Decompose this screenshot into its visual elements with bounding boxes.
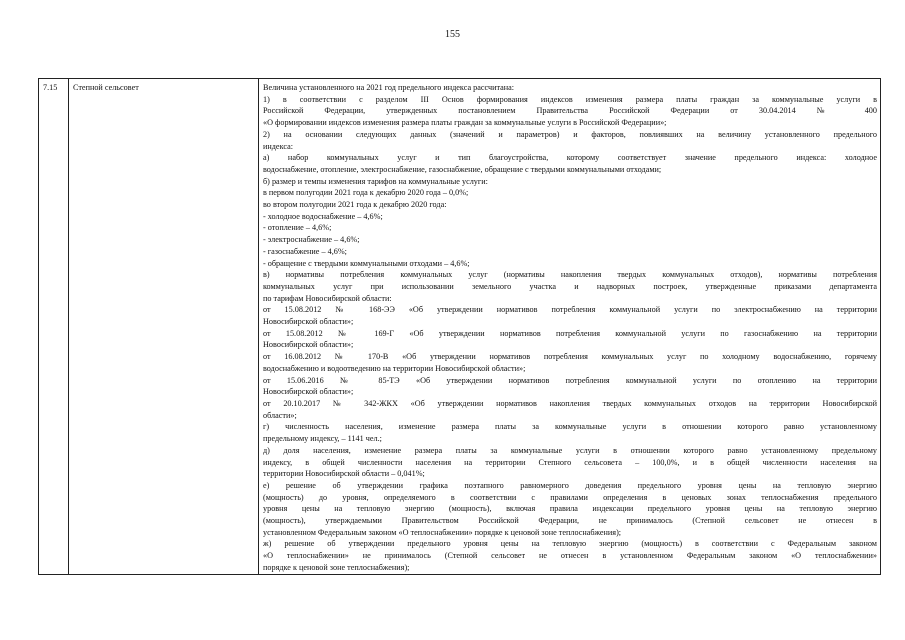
text-line: Новосибирской области»; <box>263 340 354 350</box>
text-line: е) решение об утверждении графика поэтапного равномерного доведения предельного уровня цены на тепловую энергию <box>263 480 877 490</box>
description-cell <box>259 79 881 575</box>
text-line: «О формировании индексов изменения размера платы граждан за коммунальные услуги в Российской Федерации»; <box>263 118 667 128</box>
text-line: в первом полугодии 2021 года к декабрю 2020 года – 0,0%; <box>263 188 469 198</box>
text-line: во втором полугодии 2021 года к декабрю 2020 года: <box>263 200 447 210</box>
text-line: Российской Федерации, утвержденных постановлением Правительства Российской Федерации от 30.04.2014 № 400 <box>263 106 877 116</box>
row-number: 7.15 <box>39 79 69 575</box>
text-line: предельному индексу, – 1141 чел.; <box>263 434 382 444</box>
text-line: территории Новосибирской области – 0,041%; <box>263 469 425 479</box>
text-line: от 15.08.2012 № 169-Г «Об утверждении нормативов потребления коммунальной услуги по газоснабжению на территории <box>263 328 877 338</box>
text-line: - холодное водоснабжение – 4,6%; <box>263 211 383 221</box>
text-line: от 15.06.2016 № 85-ТЭ «Об утверждении нормативов потребления коммунальной услуги по отоплению на территории <box>263 375 877 385</box>
text-line: коммунальных услуг при использовании земельного участка и надворных построек, утвержденные приказами департамента <box>263 281 877 291</box>
text-line: индекса: <box>263 141 293 151</box>
text-line: а) набор коммунальных услуг и тип благоустройства, которому соответствует значение предельного индекса: холодное <box>263 153 877 163</box>
text-line: от 20.10.2017 № 342-ЖКХ «Об утверждении нормативов накопления твердых коммунальных отходов на территории Новосибирской <box>263 398 877 408</box>
text-line: по тарифам Новосибирской области: <box>263 293 392 303</box>
description-text <box>263 82 877 574</box>
text-line: - обращение с твердыми коммунальными отходами – 4,6%; <box>263 258 470 268</box>
text-line: водоснабжение, отопление, электроснабжение, газоснабжение, обращение с твердыми коммунальными отходами; <box>263 164 662 174</box>
text-line: в) нормативы потребления коммунальных услуг (нормативы накопления твердых коммунальных отходов), нормативы потребления <box>263 270 877 280</box>
text-line: б) размер и темпы изменения тарифов на коммунальные услуги: <box>263 176 488 186</box>
text-line: 1) в соответствии с разделом III Основ формирования индексов изменения размера платы граждан за коммунальные услуги в <box>263 94 877 104</box>
text-line: уровня цены на тепловую энергию (мощность), включая правила индексации предельного уровня цены на тепловую энергию <box>263 504 877 514</box>
page-number: 155 <box>445 29 460 40</box>
text-line: «О теплоснабжении» не принималось (Степной сельсовет не отнесен в установленном Федеральным законом «О теплоснабжении» <box>263 551 877 561</box>
text-line: Новосибирской области»; <box>263 317 354 327</box>
text-line: от 16.08.2012 № 170-В «Об утверждении нормативов потребления коммунальных услуг по холодному водоснабжению, горячему <box>263 352 877 362</box>
text-line: - электроснабжение – 4,6%; <box>263 235 360 245</box>
text-line: (мощность), утверждаемыми Правительством Российской Федерации, не принималось (Степной сельсовет не отнесен в <box>263 516 877 526</box>
text-line: ж) решение об утверждении предельного уровня цены на тепловую энергию (мощность) в соответствии с Федеральным законом <box>263 539 877 549</box>
text-line: (мощность) до уровня, определяемого в соответствии с правилами определения в ценовых зонах теплоснабжения предельного <box>263 492 877 502</box>
table-row <box>39 79 881 575</box>
text-line: от 15.08.2012 № 168-ЭЭ «Об утверждении нормативов потребления коммунальной услуги по электроснабжению на территории <box>263 305 877 315</box>
text-line: - отопление – 4,6%; <box>263 223 332 233</box>
text-line: 2) на основании следующих данных (значений и параметров) и факторов, повлиявших на величину установленного предельного <box>263 129 877 139</box>
document-table <box>38 78 881 575</box>
text-line: индексу, в общей численности населения на территории Степного сельсовета – 100,0%, и в общей численности населения на <box>263 457 877 467</box>
municipality-name: Степной сельсовет <box>69 79 259 575</box>
text-line: порядке к ценовой зоне теплоснабжения); <box>263 562 410 572</box>
text-line: области»; <box>263 410 297 420</box>
text-line: Новосибирской области»; <box>263 387 354 397</box>
text-line: д) доля населения, изменение размера платы за коммунальные услуги в отношении которого равно установленному предельному <box>263 445 877 455</box>
text-line: Величина установленного на 2021 год предельного индекса рассчитана: <box>263 83 515 92</box>
text-line: установленном Федеральным законом «О теплоснабжении» порядке к ценовой зоне теплоснабжения); <box>263 527 622 537</box>
text-line: водоснабжению и водоотведению на территории Новосибирской области»; <box>263 363 526 373</box>
text-line: г) численность населения, изменение размера платы за коммунальные услуги в отношении которого равно установленному <box>263 422 877 432</box>
text-line: - газоснабжение – 4,6%; <box>263 246 347 256</box>
